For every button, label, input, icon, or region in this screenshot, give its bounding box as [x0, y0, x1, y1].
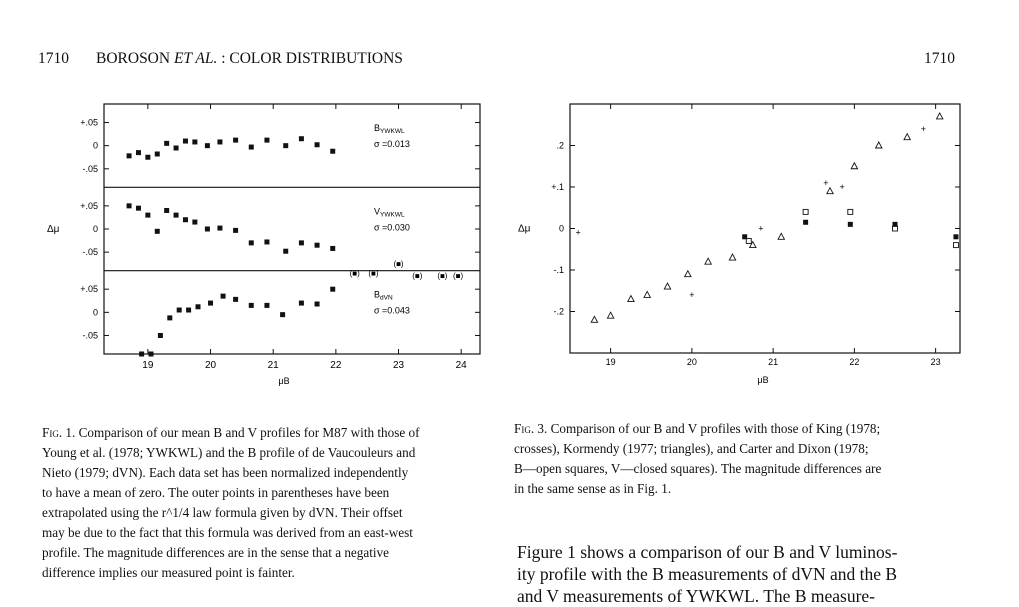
fig3-triangle-point — [936, 113, 942, 119]
figure-3-caption — [514, 419, 962, 499]
fig1-data-point — [127, 153, 132, 158]
fig1-panel-label: $V_{YWKWL}$ — [374, 206, 405, 219]
fig1-data-point — [217, 139, 222, 144]
fig1-panel-sigma: σ =0.043 — [374, 305, 410, 316]
fig1-caption-line — [42, 483, 490, 503]
fig1-x-tick-label: 22 — [330, 360, 342, 371]
fig3-caption-line — [514, 419, 962, 439]
fig1-data-point — [221, 294, 226, 299]
fig1-data-point — [233, 138, 238, 143]
fig3-triangle-point — [628, 296, 634, 302]
fig3-caption-text: Comparison of our B and V profiles with those of King (1978; — [550, 421, 881, 436]
fig1-caption-text: Nieto (1979; dVN). Each data set has been normalized independently — [42, 465, 409, 480]
body-text-line — [517, 585, 969, 607]
fig1-extrapolated-point: (■) — [368, 268, 379, 278]
fig3-triangle-point — [664, 283, 670, 289]
fig3-cross-point: + — [839, 182, 845, 192]
page-number-left: 1710 — [38, 50, 69, 67]
fig3-y-tick-label: -.2 — [553, 306, 564, 317]
fig3-triangle-point — [876, 142, 882, 148]
fig1-data-point — [164, 208, 169, 213]
fig1-y-tick-label: 0 — [92, 307, 98, 318]
fig1-y-tick-label: 0 — [92, 140, 98, 151]
fig3-y-tick-label: -.1 — [553, 265, 564, 275]
fig3-x-tick-label: 21 — [768, 357, 779, 367]
fig1-caption-text: Comparison of our mean B and V profiles for M87 with those of — [78, 425, 420, 440]
fig1-caption-line — [42, 423, 490, 443]
fig3-caption-text: in the same sense as in Fig. 1. — [514, 481, 672, 496]
fig1-panel-label: $B_{dVN}$ — [374, 289, 393, 302]
fig1-data-point — [249, 303, 254, 308]
fig1-data-point — [155, 229, 160, 234]
fig3-caption-text: crosses), Kormendy (1977; triangles), and Carter and Dixon (1978; — [514, 441, 869, 456]
fig1-extrapolated-point: (■) — [393, 259, 404, 269]
fig3-frame — [570, 104, 960, 353]
fig1-data-point — [158, 333, 163, 338]
fig1-data-point — [155, 152, 160, 157]
fig1-data-point — [315, 243, 320, 248]
fig3-cross-point: + — [823, 177, 829, 188]
fig1-caption-text: difference implies our measured point is fainter. — [42, 565, 295, 580]
fig3-x-tick-label: 20 — [686, 357, 697, 367]
fig1-data-point — [264, 239, 269, 244]
fig3-triangle-point — [750, 242, 756, 248]
fig1-data-point — [233, 297, 238, 302]
fig1-data-point — [233, 228, 238, 233]
fig1-extrapolated-point: (■) — [412, 271, 423, 281]
fig1-data-point — [205, 227, 210, 232]
fig3-caption-text: B—open squares, V—closed squares). The magnitude differences are — [514, 461, 882, 476]
fig3-y-tick-label: 0 — [558, 223, 564, 234]
fig1-data-point — [196, 304, 201, 309]
fig1-data-point — [164, 141, 169, 146]
fig1-data-point — [315, 142, 320, 147]
fig1-data-point — [183, 217, 188, 222]
fig3-y-tick-label: .2 — [556, 140, 564, 151]
fig1-data-point — [183, 139, 188, 144]
fig1-data-point — [249, 145, 254, 150]
fig1-y-tick-label: +.05 — [80, 200, 98, 211]
fig1-y-tick-label: +.05 — [80, 284, 98, 295]
fig1-x-axis-label: μB — [278, 376, 290, 386]
fig3-y-axis-label: Δμ — [518, 223, 531, 235]
body-text-text: Figure 1 shows a comparison of our B and V luminos- — [517, 542, 898, 562]
fig3-triangle-point — [607, 312, 613, 318]
running-title-post: : COLOR DISTRIBUTIONS — [217, 50, 403, 67]
fig1-data-point — [280, 312, 285, 317]
body-text-text: ity profile with the B measurements of dVN and the B — [517, 564, 898, 584]
fig1-x-tick-label: 20 — [204, 360, 217, 371]
fig1-data-point — [299, 301, 304, 306]
fig1-data-point — [217, 226, 222, 231]
running-title-italic: ET AL. — [173, 50, 218, 67]
fig1-y-tick-label: +.05 — [80, 117, 98, 128]
fig1-caption-line — [42, 523, 490, 543]
fig1-caption-text: extrapolated using the r^1/4 law formula given by dVN. Their offset — [42, 505, 403, 520]
fig1-data-point — [136, 150, 141, 155]
fig1-extrapolated-point: (■) — [452, 271, 464, 281]
fig1-caption-text: profile. The magnitude differences are in the sense that a negative — [42, 545, 390, 560]
fig1-panel-label: $B_{YWKWL}$ — [374, 123, 405, 135]
fig1-data-point — [299, 136, 304, 141]
fig3-triangle-point — [851, 163, 857, 169]
fig1-data-point — [283, 143, 288, 148]
fig1-data-point — [330, 149, 335, 154]
fig1-data-point — [208, 301, 213, 306]
fig1-data-point — [136, 206, 141, 211]
fig1-data-point — [299, 240, 304, 245]
fig1-data-point — [167, 315, 172, 320]
fig3-cross-point: + — [575, 227, 581, 238]
fig1-caption-text: to have a mean of zero. The outer points in parentheses have been — [42, 485, 390, 500]
fig3-triangle-point — [904, 134, 910, 140]
fig3-x-tick-label: 19 — [605, 357, 616, 367]
fig3-closed-square-point — [742, 234, 747, 239]
fig1-extrapolated-point: (■) — [437, 271, 448, 281]
fig3-triangle-point — [591, 316, 597, 322]
fig1-data-point — [139, 352, 144, 357]
fig1-panel-sigma: σ =0.013 — [374, 139, 410, 149]
fig3-cross-point: + — [689, 289, 695, 300]
fig3-caption-line — [514, 459, 962, 479]
fig3-x-axis-label: μB — [757, 375, 769, 385]
fig1-extrapolated-point: (■) — [349, 268, 360, 278]
fig1-data-point — [186, 308, 191, 313]
fig1-data-point — [177, 308, 182, 313]
figure-1-caption — [42, 423, 490, 583]
fig3-triangle-point — [778, 233, 784, 239]
fig1-caption-text: Young et al. (1978; YWKWL) and the B profile of de Vaucouleurs and — [42, 445, 416, 460]
fig1-data-point — [127, 203, 132, 208]
fig3-open-square-point — [848, 209, 853, 214]
body-text-line — [517, 563, 969, 585]
fig1-caption-line — [42, 463, 490, 483]
fig3-open-square-point — [953, 243, 958, 248]
page-number-right: 1710 — [924, 50, 955, 67]
fig1-data-point — [192, 220, 197, 225]
fig3-caption-label: Fig. 3. — [514, 421, 551, 436]
body-text-line — [517, 541, 969, 563]
fig1-caption-line — [42, 543, 490, 563]
fig1-panel-sigma: σ =0.030 — [374, 222, 410, 233]
fig1-data-point — [145, 155, 150, 160]
figure-1-chart — [0, 0, 500, 410]
fig1-y-tick-label: -.05 — [82, 330, 98, 341]
fig3-triangle-point — [729, 254, 735, 260]
fig1-data-point — [145, 213, 150, 218]
fig3-x-tick-label: 23 — [930, 357, 941, 367]
fig1-x-tick-label: 21 — [267, 360, 279, 371]
fig1-caption-text: may be due to the fact that this formula was derived from an east-west — [42, 525, 413, 540]
fig1-x-tick-label: 19 — [142, 360, 154, 371]
fig1-caption-line — [42, 563, 490, 583]
fig1-frame — [104, 104, 480, 354]
fig3-caption-line — [514, 479, 962, 499]
fig3-closed-square-point — [848, 222, 853, 227]
fig3-caption-line — [514, 439, 962, 459]
running-title-pre: BOROSON — [96, 50, 174, 67]
fig3-y-tick-label: +.1 — [551, 182, 564, 192]
fig1-x-tick-label: 23 — [392, 360, 405, 371]
fig1-data-point — [264, 138, 269, 143]
fig3-closed-square-point — [893, 222, 898, 227]
fig3-open-square-point — [803, 209, 808, 214]
fig3-x-tick-label: 22 — [849, 357, 860, 367]
figure-3-chart — [500, 0, 1019, 410]
fig1-data-point — [192, 139, 197, 144]
fig3-closed-square-point — [953, 234, 958, 239]
fig1-y-tick-label: 0 — [92, 224, 98, 234]
fig1-data-point — [174, 213, 179, 218]
fig1-y-axis-label: Δμ — [47, 224, 60, 235]
fig1-data-point — [174, 145, 179, 150]
fig1-x-tick-label: 24 — [455, 360, 467, 371]
body-text-text: and V measurements of YWKWL. The B measure- — [517, 586, 875, 606]
fig1-data-point — [315, 302, 320, 307]
fig1-data-point — [283, 249, 288, 254]
fig1-data-point — [264, 303, 269, 308]
fig3-triangle-point — [644, 291, 650, 297]
fig3-closed-square-point — [803, 220, 808, 225]
fig1-y-tick-label: -.05 — [82, 247, 98, 258]
fig1-data-point — [330, 287, 335, 292]
fig3-cross-point: + — [920, 123, 927, 134]
fig1-data-point — [249, 240, 254, 245]
fig3-triangle-point — [705, 258, 711, 264]
fig3-triangle-point — [685, 271, 691, 277]
body-paragraph — [517, 541, 969, 607]
fig1-y-tick-label: -.05 — [82, 163, 98, 174]
fig1-caption-label: Fig. 1. — [42, 425, 79, 440]
fig1-caption-line — [42, 443, 490, 463]
fig1-data-point — [330, 246, 335, 251]
fig1-caption-line — [42, 503, 490, 523]
fig1-data-point — [149, 352, 154, 357]
fig3-triangle-point — [827, 188, 833, 194]
fig3-cross-point: + — [758, 223, 764, 234]
fig1-data-point — [205, 143, 210, 148]
